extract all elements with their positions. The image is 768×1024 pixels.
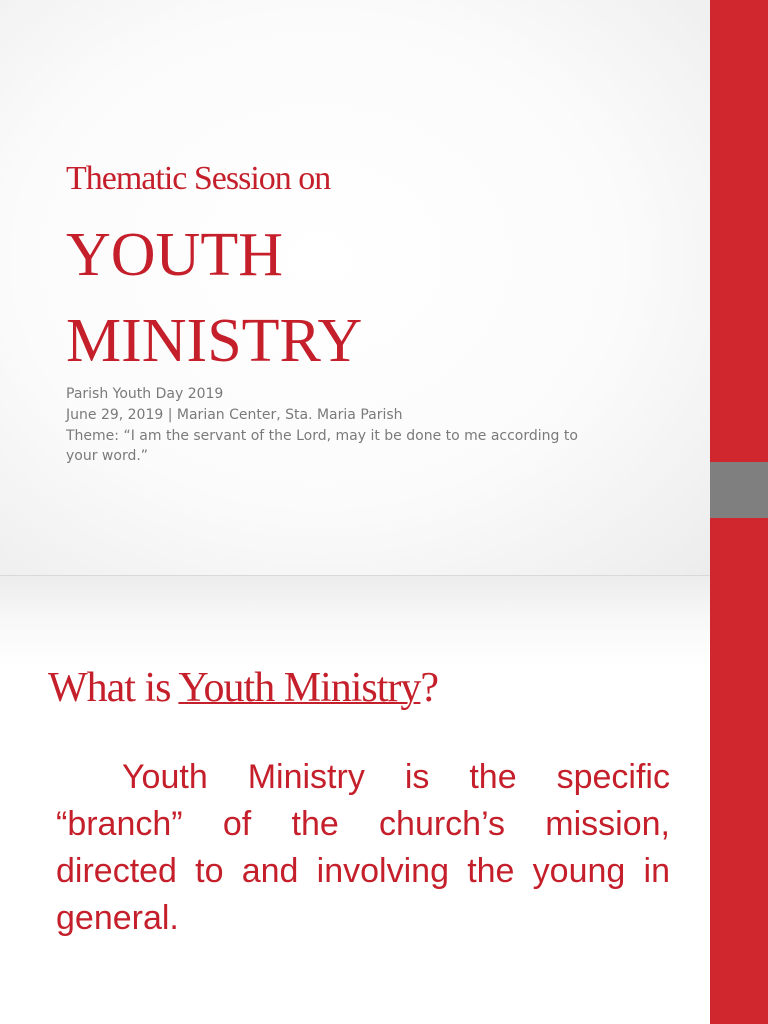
slide-main-title [66,212,626,384]
slide-pre-title: Thematic Session on [66,160,331,197]
subtitle-event: Parish Youth Day 2019 [66,386,224,402]
title-suffix: ? [420,665,439,711]
slide-2-body: Youth Ministry is the specific “branch” of the church’s mission, directed to and involving the young in general. [56,758,670,937]
slide-2-title [48,664,438,712]
main-title-line-2: MINISTRY [66,307,363,375]
subtitle-theme: Theme: “I am the servant of the Lord, may it be done to me according to your word.” [66,428,578,464]
slide-subtitle [66,384,606,467]
title-underlined-term: Youth Ministry [178,665,421,711]
title-prefix: What is [48,665,179,711]
subtitle-date-venue: June 29, 2019 | Marian Center, Sta. Maria Parish [66,407,403,423]
main-title-line-1: YOUTH [66,221,283,289]
scrollbar-thumb[interactable] [710,462,768,518]
